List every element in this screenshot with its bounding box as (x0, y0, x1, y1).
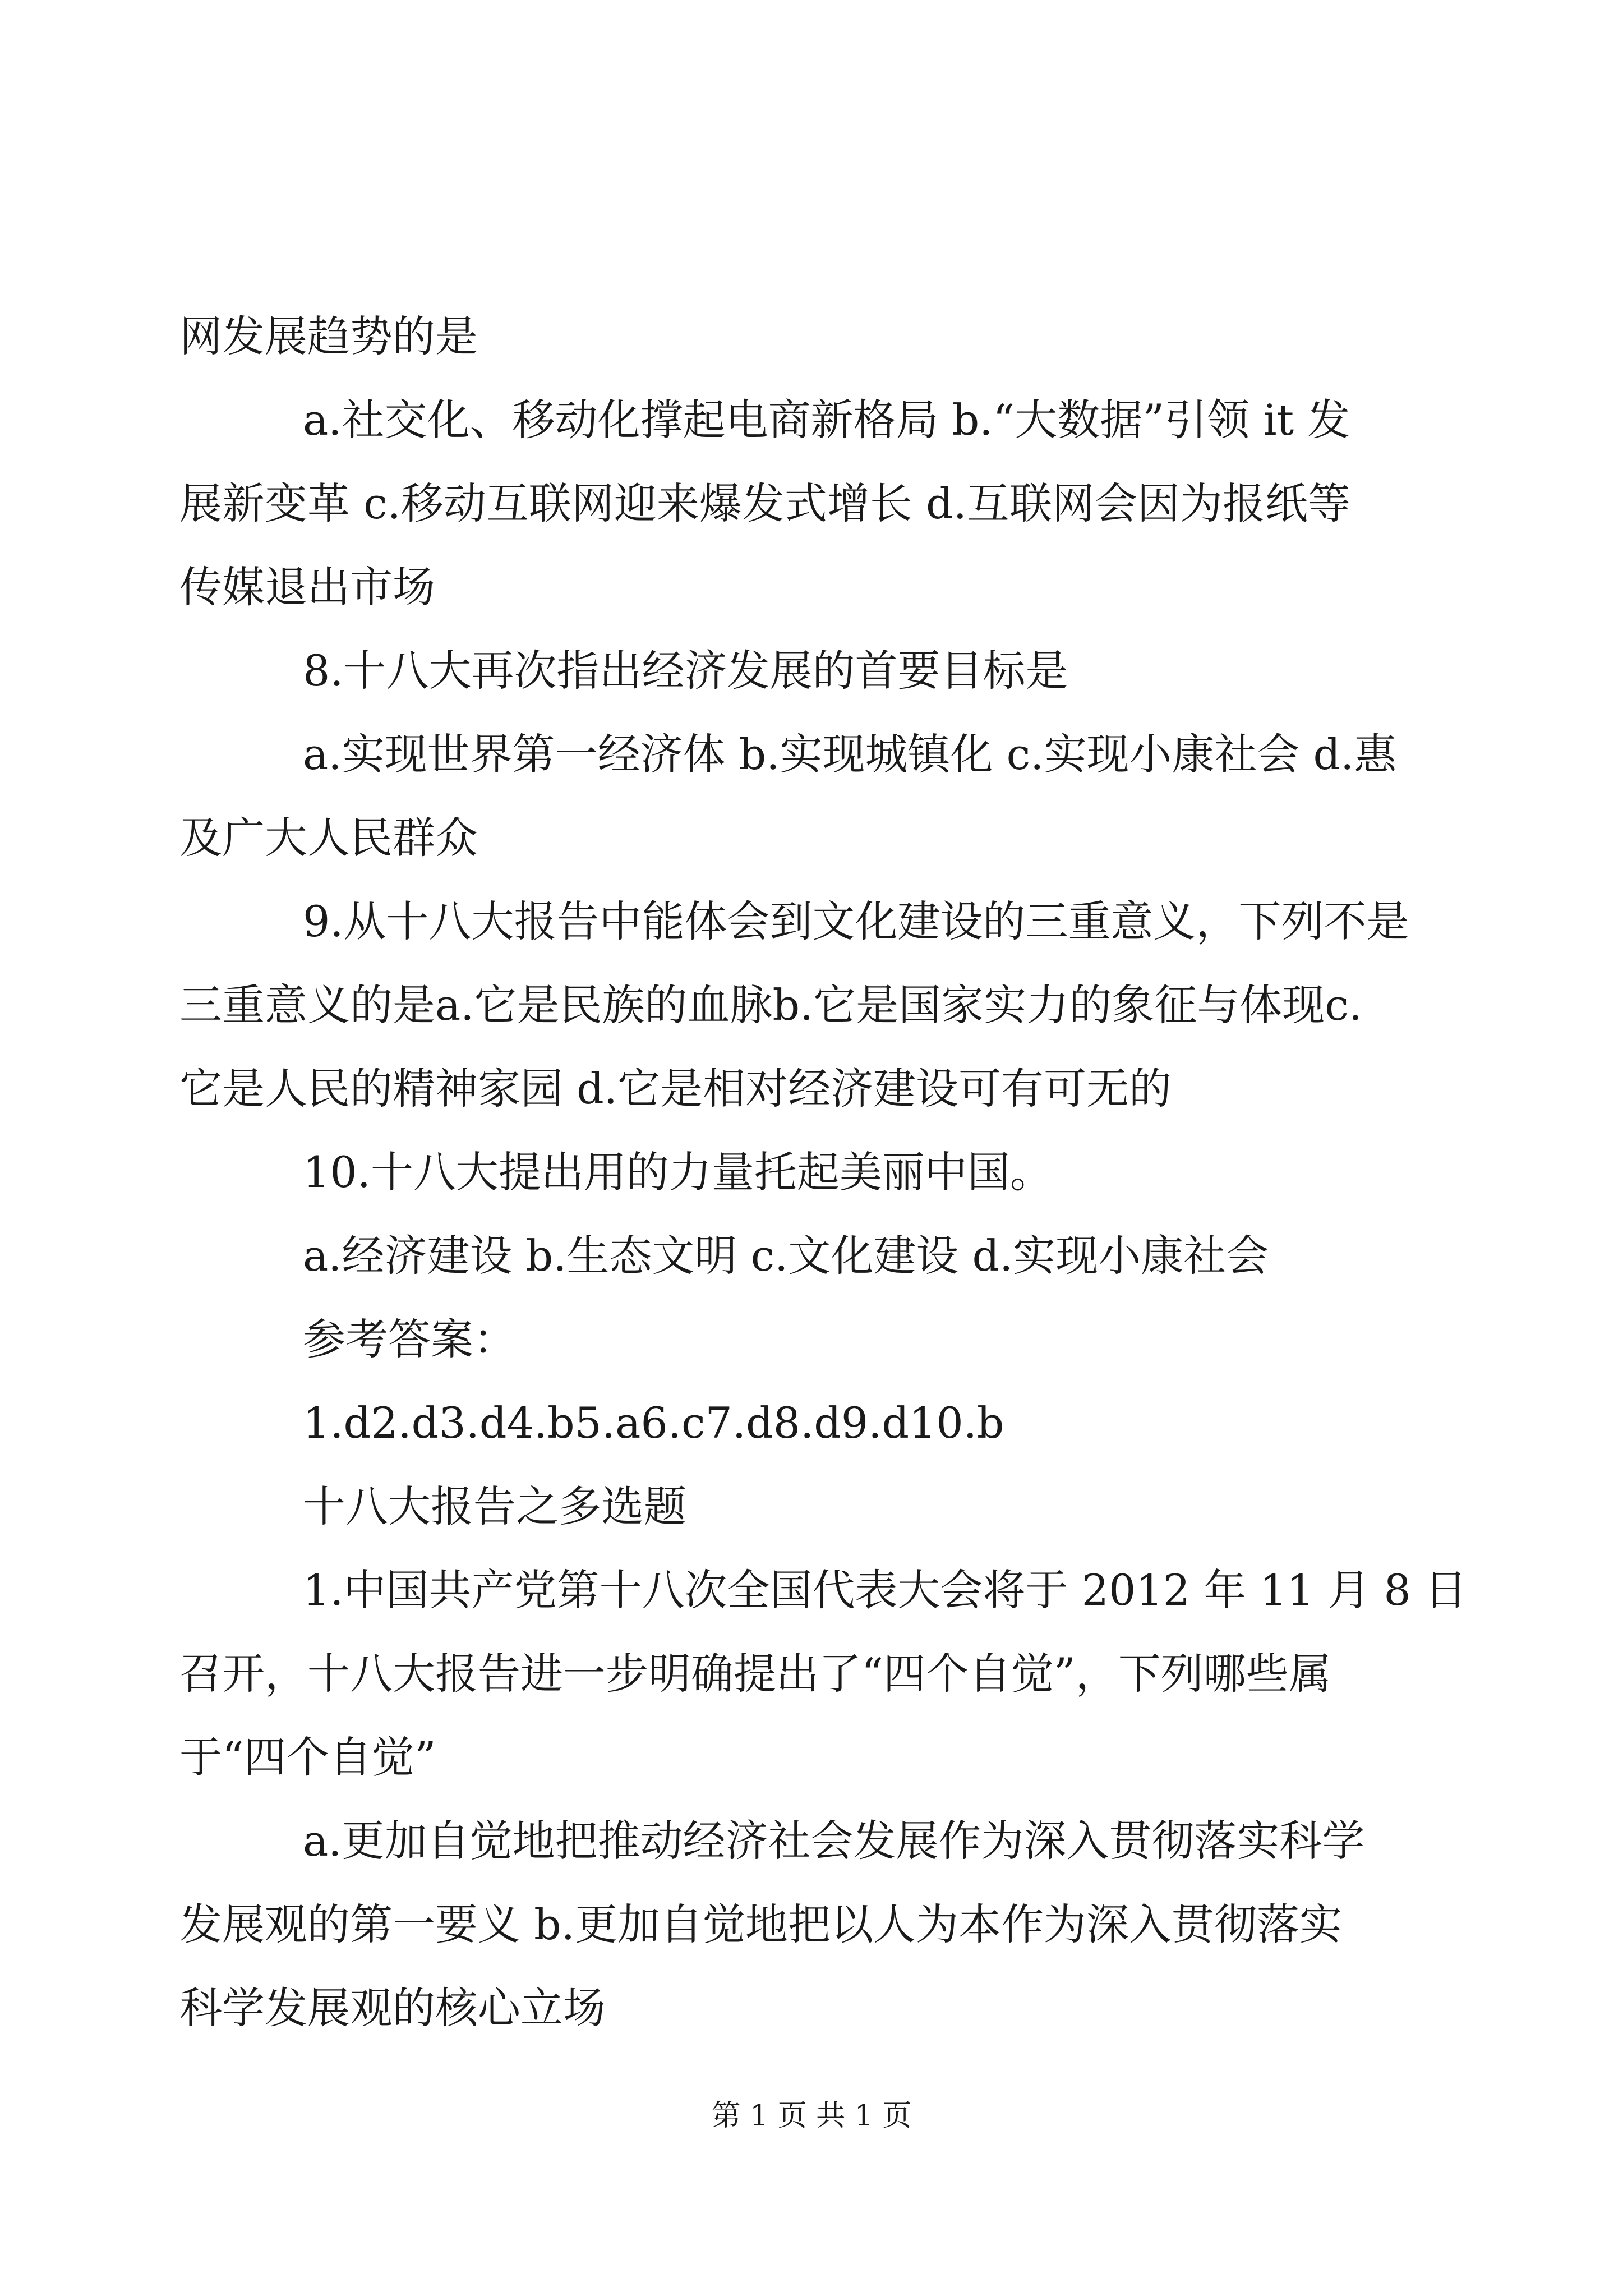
question-line: 8.十八大再次指出经济发展的首要目标是 (303, 646, 1068, 696)
page-footer: 第 1 页 共 1 页 (711, 2099, 912, 2133)
answers-heading: 参考答案： (303, 1314, 516, 1364)
text-line: 于“四个自觉” (179, 1732, 436, 1782)
text-line: 展新变革 c.移动互联网迎来爆发式增长 d.互联网会因为报纸等 (179, 478, 1350, 528)
text-line: 及广大人民群众 (179, 813, 478, 863)
text-line: 网发展趋势的是 (179, 311, 478, 361)
answers-line: 1.d2.d3.d4.b5.a6.c7.d8.d9.d10.b (303, 1398, 1004, 1448)
text-line: a.经济建设 b.生态文明 c.文化建设 d.实现小康社会 (303, 1231, 1269, 1281)
text-line: 发展观的第一要义 b.更加自觉地把以人为本作为深入贯彻落实 (179, 1899, 1342, 1949)
question-line: 10.十八大提出用的力量托起美丽中国。 (303, 1147, 1053, 1197)
text-line: a.更加自觉地把推动经济社会发展作为深入贯彻落实科学 (303, 1816, 1365, 1866)
text-line: 它是人民的精神家园 d.它是相对经济建设可有可无的 (179, 1064, 1172, 1114)
text-line: 科学发展观的核心立场 (179, 1983, 606, 2033)
question-line: 1.中国共产党第十八次全国代表大会将于 2012 年 11 月 8 日 (303, 1565, 1467, 1615)
question-line: 9.从十八大报告中能体会到文化建设的三重意义，下列不是 (303, 896, 1409, 946)
text-line: a.社交化、移动化撑起电商新格局 b.“大数据”引领 it 发 (303, 395, 1350, 445)
text-line: 三重意义的是a.它是民族的血脉b.它是国家实力的象征与体现c. (179, 980, 1362, 1030)
text-line: 召开，十八大报告进一步明确提出了“四个自觉”，下列哪些属 (179, 1649, 1331, 1699)
section-heading: 十八大报告之多选题 (303, 1481, 686, 1531)
text-line: a.实现世界第一经济体 b.实现城镇化 c.实现小康社会 d.惠 (303, 729, 1397, 779)
text-line: 传媒退出市场 (179, 562, 435, 612)
